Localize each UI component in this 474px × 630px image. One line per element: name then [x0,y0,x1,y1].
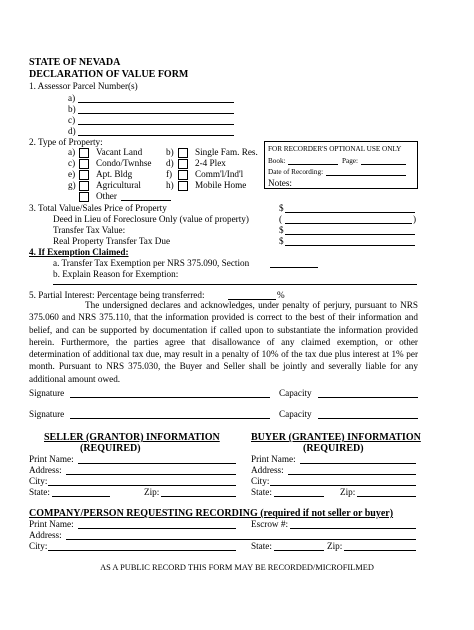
escrow-field[interactable] [290,528,416,529]
seller-address-field[interactable] [66,474,236,475]
exemption-reason-field[interactable] [53,284,417,285]
seller-state-label: State: [29,487,50,497]
company-state-label: State: [251,541,272,551]
exemption-b-label: b. Explain Reason for Exemption: [53,269,179,279]
escrow-label: Escrow #: [251,519,288,529]
apt-bldg-label: Apt. Bldg [96,169,133,179]
total-value-symbol: $ [279,203,284,213]
company-city-field[interactable] [48,550,236,551]
section1-label: 1. Assessor Parcel Number(s) [29,81,138,91]
apn-c-label: c) [68,115,76,125]
buyer-address-field[interactable] [288,474,416,475]
apn-c-field[interactable] [78,124,234,125]
transfer-tax-due-symbol: $ [279,236,284,246]
total-value-field[interactable] [285,212,415,213]
buyer-heading: BUYER (GRANTEE) INFORMATION [251,432,421,443]
declaration-paragraph: The undersigned declares and acknowledges, under penalty of perjury, pursuant to NRS 375.060 and NRS 375.110, that the information provided is correct to the best of their information and belief, and can be supported by documentation if called upon to substantiate the information provided herein. Furthermore, the parties agree that disallowance of any claimed exemption, or other determination of additional tax due, may result in a penalty of 10% of the tax due plus interest at 1% per month. Pursuant to NRS 375.030, the Buyer and Seller shall be jointly and severally liable for any additional amount owed. [29,300,418,384]
apn-a-label: a) [68,93,76,103]
company-heading: COMPANY/PERSON REQUESTING RECORDING (required if not seller or buyer) [29,508,394,519]
apt-bldg-checkbox[interactable] [79,170,89,180]
date-of-recording-field[interactable] [326,175,406,176]
buyer-zip-label: Zip: [340,487,356,497]
buyer-city-field[interactable] [270,485,416,486]
plex-label: 2-4 Plex [195,158,226,168]
seller-city-label: City: [29,476,48,486]
type-c-letter: c) [68,158,76,168]
exemption-a-label: a. Transfer Tax Exemption per NRS 375.090, Section [53,258,250,268]
type-e-letter: e) [68,169,76,179]
company-zip-field[interactable] [344,550,416,551]
single-fam-checkbox[interactable] [178,148,188,158]
condo-checkbox[interactable] [79,159,89,169]
exemption-heading: 4. If Exemption Claimed: [29,247,129,257]
agricultural-label: Agricultural [96,180,141,190]
seller-address-label: Address: [29,465,62,475]
capacity-2-field[interactable] [318,418,418,419]
deed-in-lieu-field[interactable] [285,223,412,224]
mobile-home-label: Mobile Home [195,180,247,190]
seller-print-name-field[interactable] [78,463,236,464]
seller-zip-field[interactable] [161,496,236,497]
company-print-name-label: Print Name: [29,519,74,529]
seller-print-name-label: Print Name: [29,454,74,464]
commercial-checkbox[interactable] [178,170,188,180]
apn-b-label: b) [68,104,76,114]
agricultural-checkbox[interactable] [79,181,89,191]
buyer-print-name-label: Print Name: [251,454,296,464]
transfer-tax-value-symbol: $ [279,225,284,235]
exemption-section-field[interactable] [270,267,318,268]
vacant-land-label: Vacant Land [96,147,143,157]
plex-checkbox[interactable] [178,159,188,169]
single-fam-label: Single Fam. Res. [195,147,258,157]
percent-sign: % [277,290,285,300]
capacity-1-field[interactable] [318,397,418,398]
signature-2-field[interactable] [70,418,270,419]
buyer-zip-field[interactable] [357,496,416,497]
section2-label: 2. Type of Property: [29,137,103,147]
commercial-label: Comm'l/Ind'l [195,169,244,179]
signature-1-field[interactable] [70,397,270,398]
page-field[interactable] [361,164,406,165]
seller-zip-label: Zip: [144,487,160,497]
book-label: Book: [268,157,286,165]
signature-2-label: Signature [29,409,65,419]
notes-label: Notes: [268,178,292,188]
apn-a-field[interactable] [78,102,234,103]
seller-city-field[interactable] [48,485,236,486]
apn-d-field[interactable] [78,135,234,136]
vacant-land-checkbox[interactable] [79,148,89,158]
buyer-state-field[interactable] [274,496,324,497]
signature-1-label: Signature [29,388,65,398]
deed-in-lieu-label: Deed in Lieu of Foreclosure Only (value of property) [53,214,249,224]
company-address-label: Address: [29,530,62,540]
recorder-box-title: FOR RECORDER'S OPTIONAL USE ONLY [268,145,402,153]
book-field[interactable] [288,164,338,165]
company-zip-label: Zip: [327,541,343,551]
capacity-2-label: Capacity [279,409,312,419]
buyer-state-label: State: [251,487,272,497]
company-address-field[interactable] [66,539,416,540]
type-a-letter: a) [68,147,76,157]
capacity-1-label: Capacity [279,388,312,398]
mobile-home-checkbox[interactable] [178,181,188,191]
seller-required: (REQUIRED) [80,443,141,454]
other-field[interactable] [121,200,171,201]
apn-d-label: d) [68,126,76,136]
company-print-name-field[interactable] [78,528,236,529]
type-h-letter: h) [166,180,174,190]
condo-label: Condo/Twnhse [96,158,152,168]
buyer-required: (REQUIRED) [303,443,364,454]
type-b-letter: b) [166,147,174,157]
partial-interest-label: 5. Partial Interest: Percentage being transferred: [29,290,205,300]
transfer-tax-due-label: Real Property Transfer Tax Due [53,236,171,246]
seller-heading: SELLER (GRANTOR) INFORMATION [44,432,220,443]
buyer-print-name-field[interactable] [300,463,416,464]
buyer-address-label: Address: [251,465,284,475]
transfer-tax-due-field[interactable] [285,245,415,246]
buyer-city-label: City: [251,476,270,486]
page-label: Page: [342,157,358,165]
total-value-label: 3. Total Value/Sales Price of Property [29,203,167,213]
state-heading: STATE OF NEVADA [29,57,121,68]
other-checkbox[interactable] [79,192,89,202]
date-of-recording-label: Date of Recording: [268,168,324,176]
apn-b-field[interactable] [78,113,234,114]
transfer-tax-value-field[interactable] [285,234,415,235]
company-state-field[interactable] [274,550,324,551]
seller-state-field[interactable] [52,496,110,497]
deed-in-lieu-open-paren: ( [279,214,283,224]
other-label: Other [96,191,117,201]
transfer-tax-value-label: Transfer Tax Value: [53,225,126,235]
type-g-letter: g) [68,180,76,190]
type-d-letter: d) [166,158,174,168]
form-title: DECLARATION OF VALUE FORM [29,69,189,80]
public-record-notice: AS A PUBLIC RECORD THIS FORM MAY BE RECORDED/MICROFILMED [100,563,374,572]
deed-in-lieu-close-paren: ) [413,214,417,224]
company-city-label: City: [29,541,48,551]
type-f-letter: f) [166,169,173,179]
